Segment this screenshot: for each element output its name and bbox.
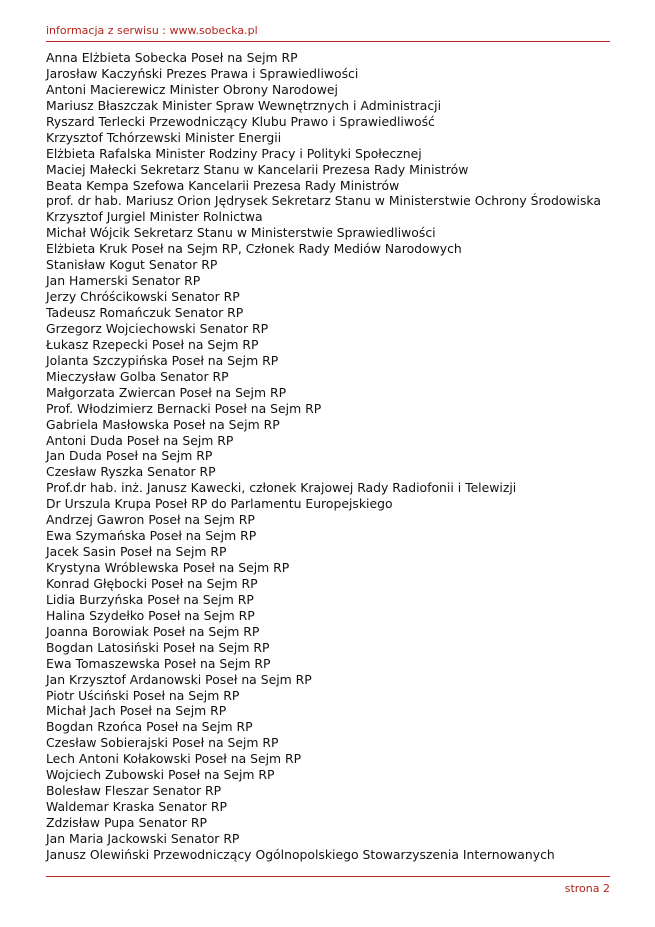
list-item: Małgorzata Zwiercan Poseł na Sejm RP [46, 384, 287, 400]
header-source-text: informacja z serwisu : www.sobecka.pl [46, 24, 258, 37]
list-item: Lech Antoni Kołakowski Poseł na Sejm RP [46, 751, 302, 767]
list-item: Jacek Sasin Poseł na Sejm RP [46, 544, 227, 560]
list-item: Ewa Tomaszewska Poseł na Sejm RP [46, 655, 271, 671]
list-item: Anna Elżbieta Sobecka Poseł na Sejm RP [46, 50, 298, 65]
list-item: Tadeusz Romańczuk Senator RP [46, 305, 244, 320]
list-item: Grzegorz Wojciechowski Senator RP [46, 320, 269, 336]
list-item: Piotr Uściński Poseł na Sejm RP [46, 687, 240, 703]
page-header [46, 24, 610, 42]
page-footer [46, 876, 610, 896]
header-divider [46, 41, 610, 42]
signatories-list [46, 50, 601, 863]
list-item: Bolesław Fleszar Senator RP [46, 783, 222, 799]
list-item: Bogdan Rzońca Poseł na Sejm RP [46, 719, 253, 735]
list-item: Prof. Włodzimierz Bernacki Poseł na Sejm RP [46, 400, 322, 416]
list-item: Janusz Olewiński Przewodniczący Ogólnopolskiego Stowarzyszenia Internowanych [46, 846, 555, 862]
list-item: Ewa Szymańska Poseł na Sejm RP [46, 528, 257, 544]
list-item: Dr Urszula Krupa Poseł RP do Parlamentu Europejskiego [46, 496, 393, 512]
list-item: Beata Kempa Szefowa Kancelarii Prezesa Rady Ministrów [46, 177, 400, 193]
list-item: Zdzisław Pupa Senator RP [46, 815, 207, 830]
list-item: prof. dr hab. Mariusz Orion Jędrysek Sekretarz Stanu w Ministerstwie Ochrony Środowiska [46, 193, 601, 209]
list-item: Krzysztof Jurgiel Minister Rolnictwa [46, 209, 263, 225]
list-item: Ryszard Terlecki Przewodniczący Klubu Prawo i Sprawiedliwość [46, 113, 435, 129]
page-number: strona 2 [564, 882, 610, 895]
list-item: Jan Hamerski Senator RP [46, 273, 201, 289]
list-item: Maciej Małecki Sekretarz Stanu w Kancelarii Prezesa Rady Ministrów [46, 161, 469, 177]
list-item: Elżbieta Rafalska Minister Rodziny Pracy i Polityki Społecznej [46, 145, 422, 161]
list-item: Jerzy Chróścikowski Senator RP [46, 289, 240, 305]
list-item: Mieczysław Golba Senator RP [46, 368, 229, 384]
list-item: Jan Krzysztof Ardanowski Poseł na Sejm RP [46, 671, 312, 687]
list-item: Andrzej Gawron Poseł na Sejm RP [46, 512, 255, 528]
list-item: Stanisław Kogut Senator RP [46, 257, 218, 273]
list-item: Mariusz Błaszczak Minister Spraw Wewnętrznych i Administracji [46, 97, 442, 113]
footer-divider [46, 876, 610, 877]
list-item: Czesław Sobierajski Poseł na Sejm RP [46, 735, 279, 751]
list-item: Krystyna Wróblewska Poseł na Sejm RP [46, 560, 290, 575]
list-item: Michał Jach Poseł na Sejm RP [46, 703, 227, 719]
list-item: Lidia Burzyńska Poseł na Sejm RP [46, 591, 254, 607]
list-item: Jan Duda Poseł na Sejm RP [46, 448, 213, 464]
list-item: Elżbieta Kruk Poseł na Sejm RP, Członek Rady Mediów Narodowych [46, 241, 462, 257]
list-item: Michał Wójcik Sekretarz Stanu w Ministerstwie Sprawiedliwości [46, 225, 436, 241]
list-item: Antoni Macierewicz Minister Obrony Narodowej [46, 81, 338, 97]
list-item: Jarosław Kaczyński Prezes Prawa i Sprawiedliwości [46, 65, 359, 81]
list-item: Antoni Duda Poseł na Sejm RP [46, 432, 234, 448]
list-item: Wojciech Zubowski Poseł na Sejm RP [46, 767, 275, 783]
list-item: Bogdan Latosiński Poseł na Sejm RP [46, 639, 270, 655]
list-item: Krzysztof Tchórzewski Minister Energii [46, 129, 282, 145]
list-item: Halina Szydełko Poseł na Sejm RP [46, 607, 255, 623]
list-item: Łukasz Rzepecki Poseł na Sejm RP [46, 336, 259, 352]
list-item: Waldemar Kraska Senator RP [46, 799, 227, 815]
list-item: Jolanta Szczypińska Poseł na Sejm RP [46, 352, 279, 368]
list-item: Joanna Borowiak Poseł na Sejm RP [46, 623, 260, 639]
list-item: Jan Maria Jackowski Senator RP [46, 830, 240, 846]
list-item: Konrad Głębocki Poseł na Sejm RP [46, 575, 258, 591]
list-item: Prof.dr hab. inż. Janusz Kawecki, członek Krajowej Rady Radiofonii i Telewizji [46, 480, 517, 496]
list-item: Gabriela Masłowska Poseł na Sejm RP [46, 416, 280, 432]
list-item: Czesław Ryszka Senator RP [46, 464, 216, 480]
